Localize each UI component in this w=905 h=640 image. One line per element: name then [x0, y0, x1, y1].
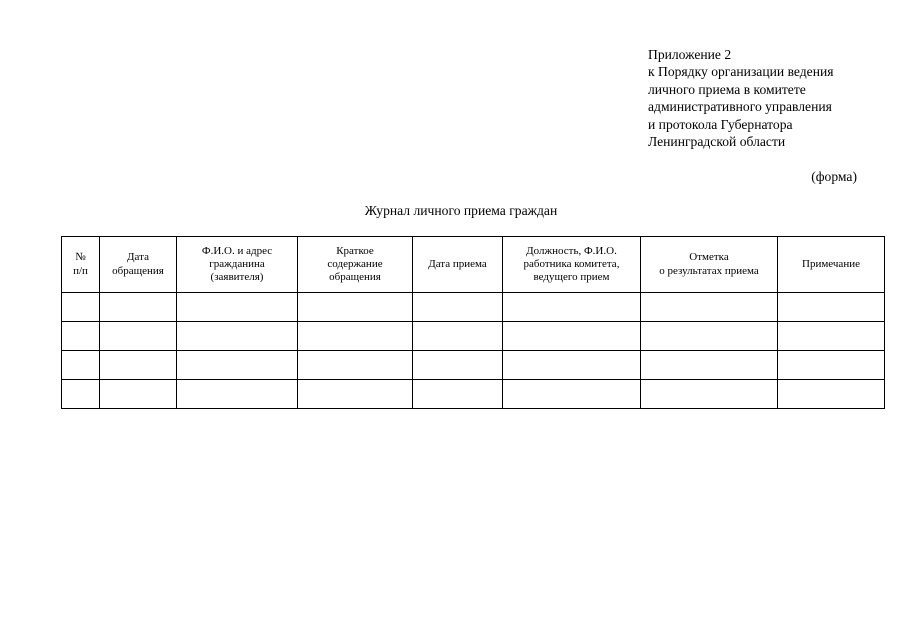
- table-row: [62, 380, 885, 409]
- appendix-line: и протокола Губернатора: [648, 116, 793, 132]
- table-cell: [641, 322, 778, 351]
- column-header: Дата приема: [413, 237, 503, 293]
- column-header: Ф.И.О. и адрес гражданина (заявителя): [177, 237, 298, 293]
- table-cell: [298, 293, 413, 322]
- table-cell: [62, 322, 100, 351]
- appendix-line: административного управления: [648, 99, 832, 115]
- table-cell: [100, 293, 177, 322]
- table-cell: [503, 293, 641, 322]
- table-cell: [413, 380, 503, 409]
- table-body: [62, 293, 885, 409]
- table-cell: [413, 351, 503, 380]
- table-cell: [100, 351, 177, 380]
- table-cell: [62, 380, 100, 409]
- table-cell: [778, 380, 885, 409]
- table-row: [62, 351, 885, 380]
- table-cell: [177, 293, 298, 322]
- appendix-line: личного приема в комитете: [648, 81, 806, 97]
- table-cell: [413, 293, 503, 322]
- table-cell: [62, 293, 100, 322]
- table-cell: [298, 322, 413, 351]
- appendix-line: Приложение 2: [648, 47, 732, 62]
- table-cell: [641, 351, 778, 380]
- table-cell: [641, 293, 778, 322]
- table-row: [62, 293, 885, 322]
- column-header: № п/п: [62, 237, 100, 293]
- table-cell: [778, 293, 885, 322]
- table-cell: [503, 351, 641, 380]
- table-header-row: [62, 237, 885, 293]
- column-header: Должность, Ф.И.О. работника комитета, ведущего прием: [503, 237, 641, 293]
- column-header: Примечание: [778, 237, 885, 293]
- table-cell: [503, 380, 641, 409]
- table-cell: [413, 322, 503, 351]
- table-cell: [62, 351, 100, 380]
- column-header: Дата обращения: [100, 237, 177, 293]
- appendix-block: [648, 46, 834, 150]
- table-cell: [641, 380, 778, 409]
- document-title: Журнал личного приема граждан: [364, 203, 558, 218]
- table-cell: [298, 351, 413, 380]
- table-cell: [298, 380, 413, 409]
- table-cell: [100, 380, 177, 409]
- table-row: [62, 322, 885, 351]
- column-header: Отметка о результатах приема: [641, 237, 778, 293]
- reception-journal-table: [61, 236, 885, 409]
- table-cell: [100, 322, 177, 351]
- table-cell: [778, 351, 885, 380]
- appendix-line: Ленинградской области: [648, 134, 786, 150]
- table-cell: [778, 322, 885, 351]
- form-label: (форма): [811, 169, 857, 184]
- table-cell: [177, 322, 298, 351]
- table-cell: [177, 380, 298, 409]
- table-cell: [177, 351, 298, 380]
- column-header: Краткое содержание обращения: [298, 237, 413, 293]
- appendix-line: к Порядку организации ведения: [648, 64, 834, 80]
- table-cell: [503, 322, 641, 351]
